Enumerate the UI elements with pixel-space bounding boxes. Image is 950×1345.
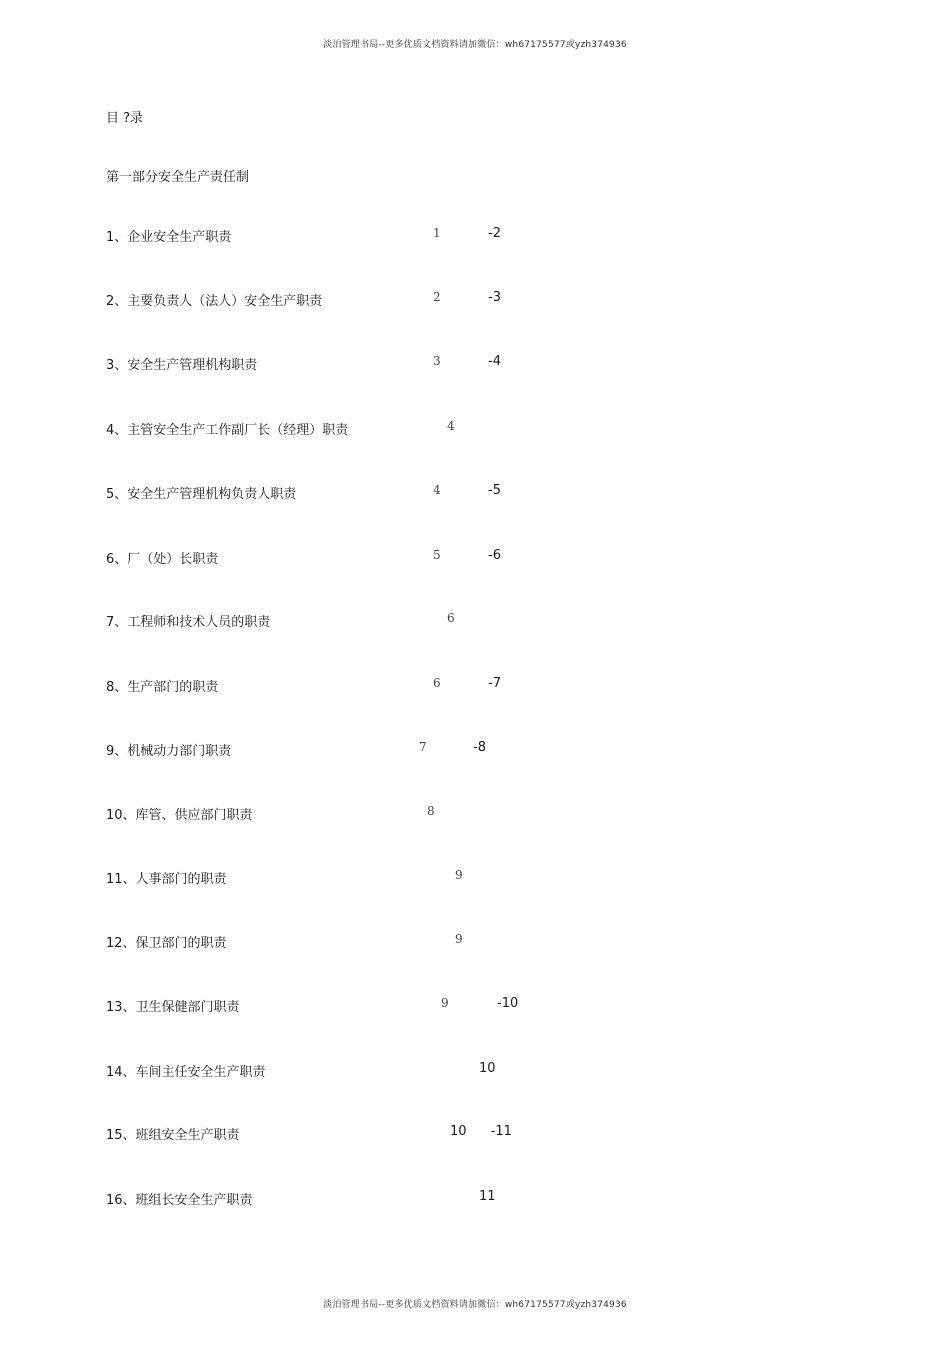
toc-item — [106, 740, 606, 760]
toc-item-label: 14、车间主任安全生产职责 — [106, 1065, 266, 1080]
toc-title: 目 ?录 — [106, 111, 144, 126]
toc-item-page-end: -4 — [488, 354, 501, 369]
toc-item-label: 12、保卫部门的职责 — [106, 936, 227, 951]
toc-item — [106, 290, 606, 310]
toc-item-label: 7、工程师和技术人员的职责 — [106, 615, 271, 630]
toc-item — [106, 483, 606, 503]
toc-item-page-end: 10 — [479, 1061, 496, 1076]
toc-item-page-start: 9 — [455, 932, 463, 946]
page-footer: 淡泊管理书局--更多优质文档资料请加微信：wh67175577或yzh374936 — [323, 1300, 627, 1310]
toc-item-page-start: 6 — [433, 676, 441, 690]
toc-item-label: 6、厂（处）长职责 — [106, 552, 219, 567]
toc-item-label: 15、班组安全生产职责 — [106, 1128, 240, 1143]
toc-item-page-start: 2 — [433, 290, 441, 304]
toc-item-label: 4、主管安全生产工作副厂长（经理）职责 — [106, 423, 349, 438]
toc-item — [106, 996, 606, 1016]
toc-item — [106, 226, 606, 246]
toc-item-page-end: 11 — [479, 1189, 496, 1204]
toc-item — [106, 354, 606, 374]
toc-item-page-start: 3 — [433, 354, 441, 368]
toc-item-label: 11、人事部门的职责 — [106, 872, 227, 887]
toc-item-label: 2、主要负责人（法人）安全生产职责 — [106, 294, 323, 309]
toc-item-page-start: 1 — [433, 226, 441, 240]
toc-item — [106, 1061, 606, 1081]
toc-item-page-start: 4 — [433, 483, 441, 497]
toc-item — [106, 676, 606, 696]
toc-item — [106, 419, 606, 439]
toc-item-page-end: -7 — [488, 676, 501, 691]
toc-item-label: 10、库管、供应部门职责 — [106, 808, 253, 823]
toc-item — [106, 611, 606, 631]
toc-item-label: 8、生产部门的职责 — [106, 680, 219, 695]
toc-item-page-start: 4 — [447, 419, 455, 433]
toc-item — [106, 548, 606, 568]
toc-item-page-start: 5 — [433, 548, 441, 562]
toc-item-label: 1、企业安全生产职责 — [106, 230, 232, 245]
section-title: 第一部分安全生产责任制 — [106, 170, 250, 185]
toc-item — [106, 868, 606, 888]
toc-item-page-end: -5 — [488, 483, 501, 498]
toc-item — [106, 932, 606, 952]
toc-item-page-start: 7 — [419, 740, 427, 754]
toc-item-label: 13、卫生保健部门职责 — [106, 1000, 240, 1015]
toc-item-label: 9、机械动力部门职责 — [106, 744, 232, 759]
toc-item — [106, 804, 606, 824]
toc-item — [106, 1189, 606, 1209]
page-header: 淡泊管理书局--更多优质文档资料请加微信：wh67175577或yzh374936 — [323, 40, 627, 50]
toc-item-page-start: 9 — [455, 868, 463, 882]
toc-item-page-start: 6 — [447, 611, 455, 625]
toc-item-page-end: -8 — [473, 740, 486, 755]
toc-item-page-end: -6 — [488, 548, 501, 563]
toc-item-page-end: -2 — [488, 226, 501, 241]
toc-item-label: 3、安全生产管理机构职责 — [106, 358, 258, 373]
toc-item-page-start: 9 — [441, 996, 449, 1010]
toc-item-page-end: -10 — [497, 996, 519, 1011]
toc-item — [106, 1124, 606, 1144]
toc-item-page-end: -3 — [488, 290, 501, 305]
toc-item-label: 5、安全生产管理机构负责人职责 — [106, 487, 297, 502]
toc-item-page-end: 10 -11 — [450, 1124, 512, 1139]
toc-item-label: 16、班组长安全生产职责 — [106, 1193, 253, 1208]
toc-item-page-start: 8 — [427, 804, 435, 818]
